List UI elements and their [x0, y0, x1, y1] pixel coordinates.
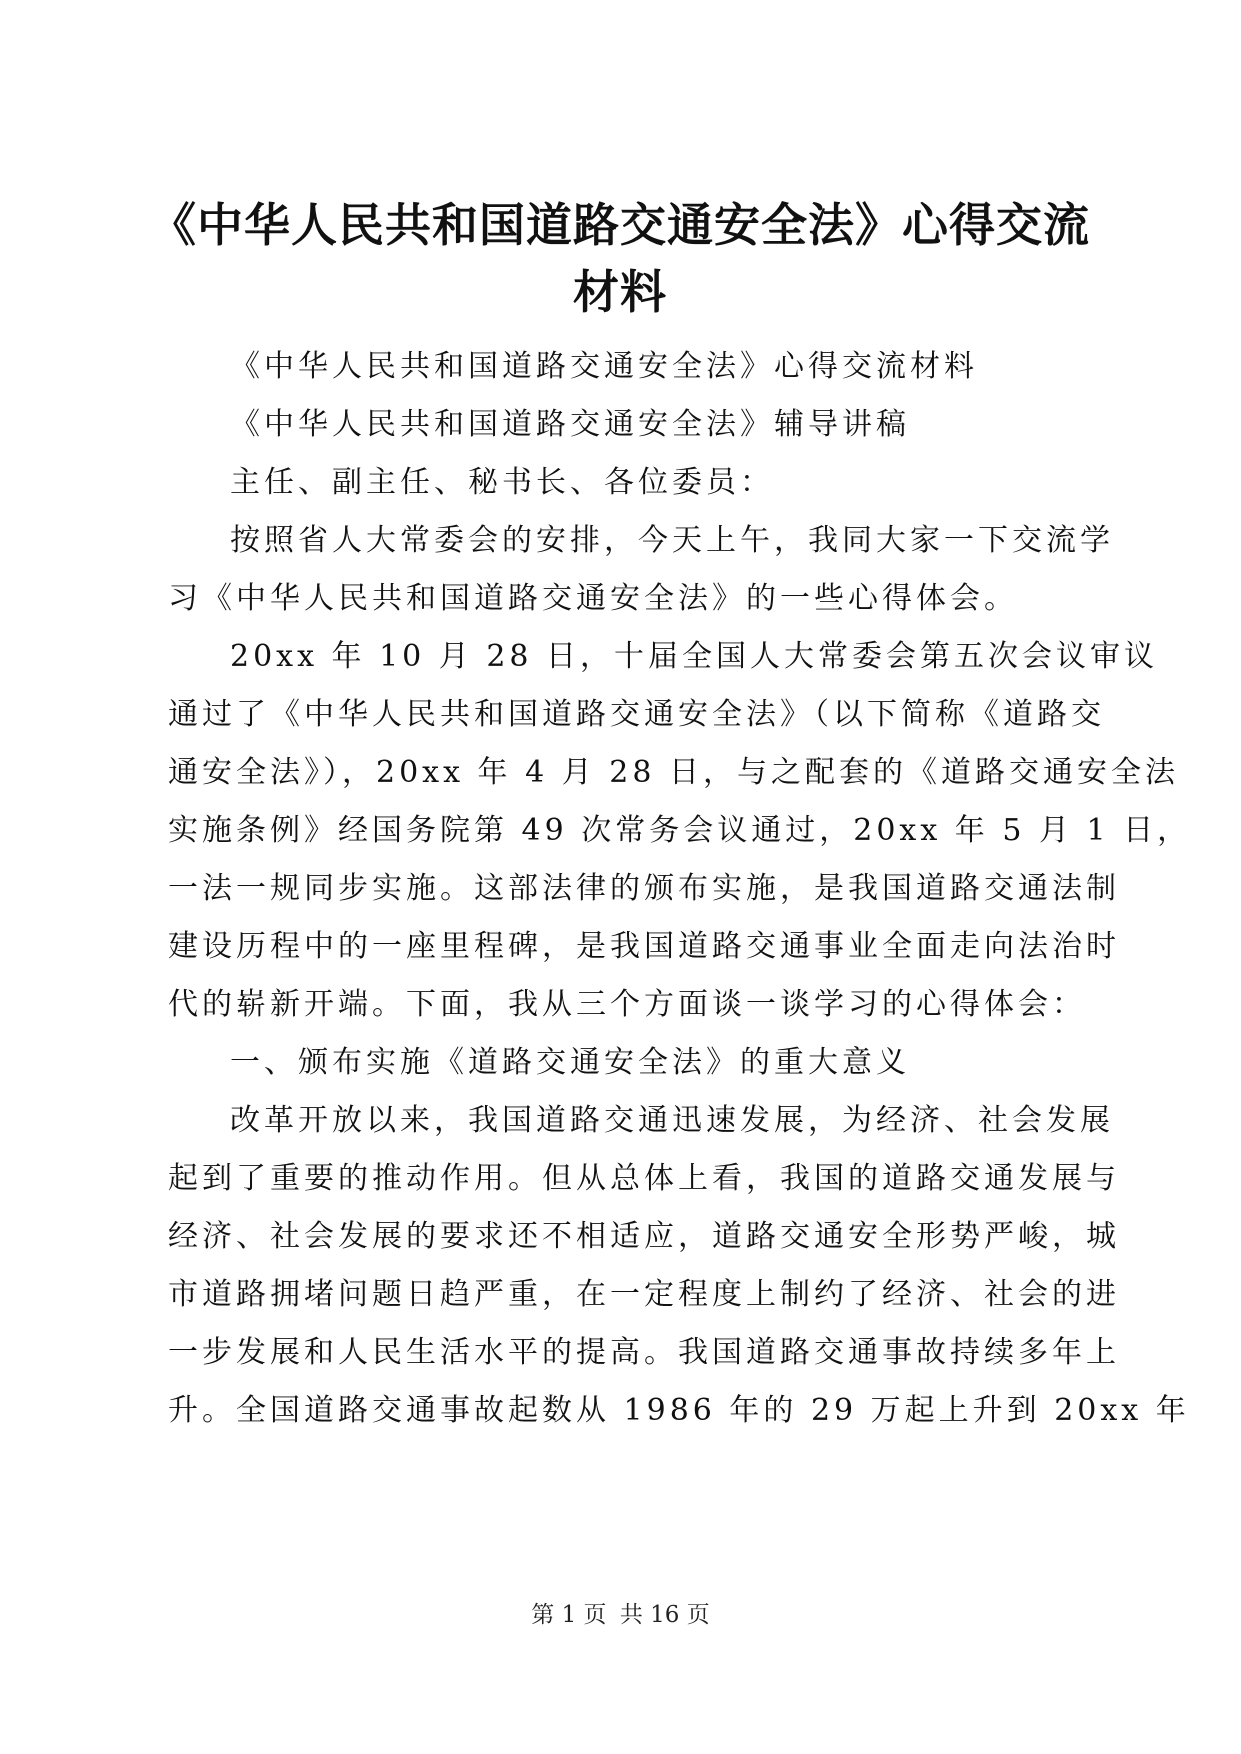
title-line: 《中华人民共和国道路交通安全法》心得交流: [150, 198, 1090, 252]
paragraph: [168, 628, 1192, 1034]
text-line: 主任、副主任、秘书长、各位委员：: [230, 465, 774, 500]
section-heading: [168, 1034, 1088, 1092]
text-line: 一、颁布实施《道路交通安全法》的重大意义: [230, 1045, 910, 1080]
text-line: 习《中华人民共和国道路交通安全法》的一些心得体会。: [168, 581, 1018, 616]
text-line: 按照省人大常委会的安排，今天上午，我同大家一下交流学: [230, 523, 1114, 558]
text-line: 通过了《中华人民共和国道路交通安全法》（以下简称《道路交: [168, 697, 1105, 732]
paragraph: [168, 396, 1088, 454]
text-line: 起到了重要的推动作用。但从总体上看，我国的道路交通发展与: [168, 1161, 1120, 1196]
text-line: 20xx 年 10 月 28 日，十届全国人大常委会第五次会议审议: [230, 639, 1159, 674]
text-line: 代的崭新开端。下面，我从三个方面谈一谈学习的心得体会：: [168, 987, 1086, 1022]
text-line: 实施条例》经国务院第 49 次常务会议通过，20xx 年 5 月 1 日，: [168, 813, 1192, 848]
text-line: 建设历程中的一座里程碑，是我国道路交通事业全面走向法治时: [168, 929, 1120, 964]
title-line: 材料: [573, 265, 667, 319]
text-line: 一步发展和人民生活水平的提高。我国道路交通事故持续多年上: [168, 1335, 1120, 1370]
text-line: 通安全法》），20xx 年 4 月 28 日，与之配套的《道路交通安全法: [168, 755, 1179, 790]
text-line: 《中华人民共和国道路交通安全法》辅导讲稿: [230, 407, 910, 442]
text-line: 升。全国道路交通事故起数从 1986 年的 29 万起上升到 20xx 年: [168, 1393, 1190, 1428]
text-line: 改革开放以来，我国道路交通迅速发展，为经济、社会发展: [230, 1103, 1114, 1138]
text-line: 《中华人民共和国道路交通安全法》心得交流材料: [230, 349, 978, 384]
paragraph: [168, 454, 1088, 512]
paragraph: [168, 1092, 1190, 1440]
text-line: 市道路拥堵问题日趋严重，在一定程度上制约了经济、社会的进: [168, 1277, 1120, 1312]
paragraph: [168, 338, 1088, 396]
text-line: 经济、社会发展的要求还不相适应，道路交通安全形势严峻，城: [168, 1219, 1120, 1254]
document-title: [140, 192, 1100, 326]
page-footer: [0, 1596, 1241, 1629]
page-number: 第 1 页: [531, 1602, 607, 1628]
document-body: [168, 349, 1192, 1440]
page-total: 共 16 页: [619, 1602, 710, 1628]
text-line: 一法一规同步实施。这部法律的颁布实施，是我国道路交通法制: [168, 871, 1120, 906]
paragraph: [168, 512, 1114, 628]
